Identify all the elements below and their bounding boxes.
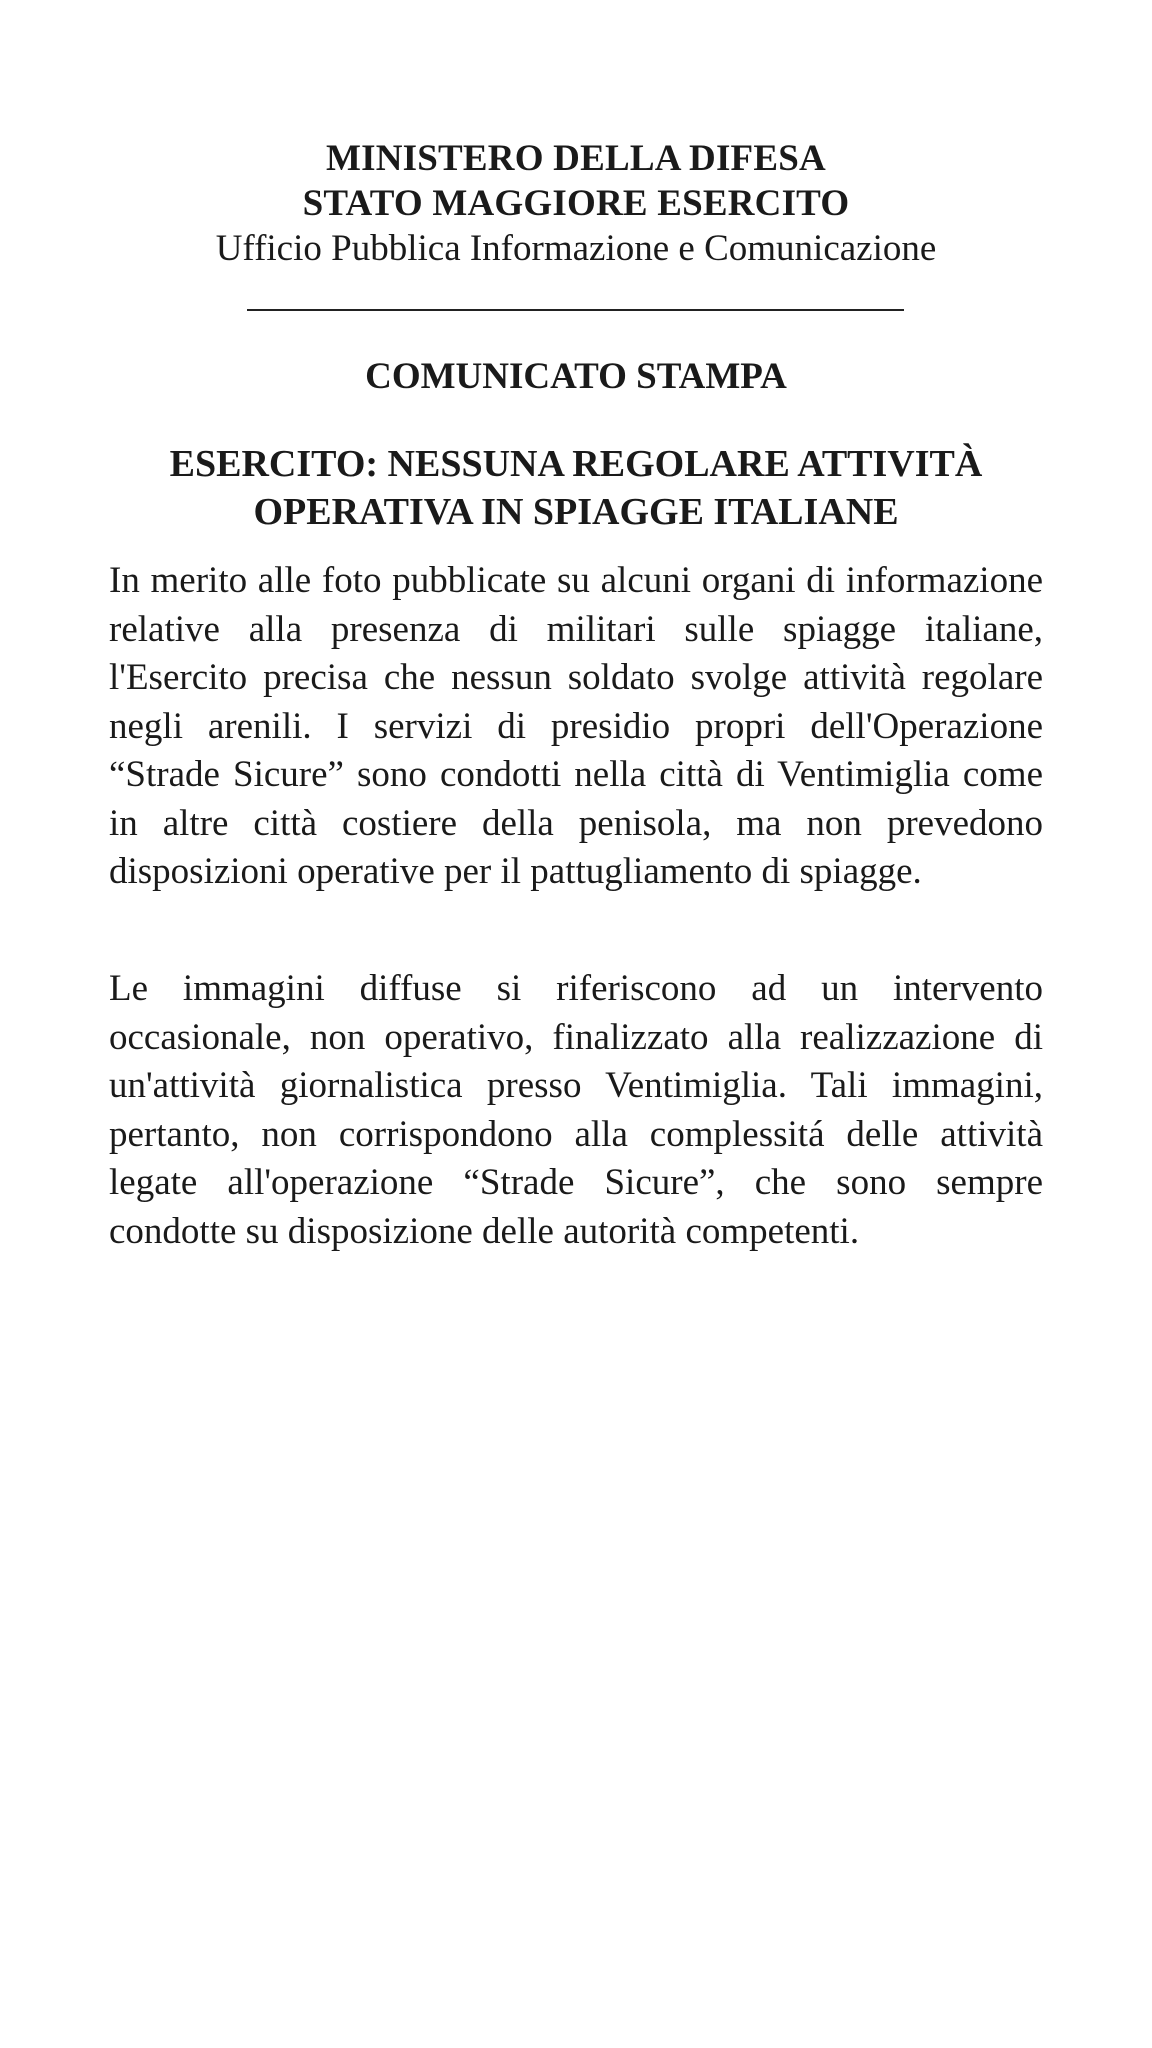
headline: [100, 440, 1052, 536]
headline-line-1: ESERCITO: NESSUNA REGOLARE ATTIVITÀ: [169, 443, 983, 485]
army-staff-name: STATO MAGGIORE ESERCITO: [302, 183, 850, 224]
body-paragraph-2: Le immagini diffuse si riferiscono ad un intervento occasionale, non operativo, finalizzato alla realizzazione di un'attività giornalistica presso Ventimiglia. Tali immagini, pertanto, non corrispondono alla complessitá delle attività legate all'operazione “Strade Sicure”, che sono sempre condotte su disposizione delle autorità competenti.: [109, 968, 1043, 1252]
body-paragraph-1: In merito alle foto pubblicate su alcuni organi di informazione relative alla presenza di militari sulle spiagge italiane, l'Esercito precisa che nessun soldato svolge attività regolare negli arenili. I servizi di presidio propri dell'Operazione “Strade Sicure” sono condotti nella città di Ventimiglia come in altre città costiere della penisola, ma non prevedono disposizioni operative per il pattugliamento di spiagge.: [109, 560, 1043, 892]
office-name: Ufficio Pubblica Informazione e Comunicazione: [215, 228, 937, 269]
letterhead: [0, 136, 1152, 271]
ministry-name: MINISTERO DELLA DIFESA: [326, 138, 826, 179]
headline-line-2: OPERATIVA IN SPIAGGE ITALIANE: [253, 491, 899, 533]
document-type: COMUNICATO STAMPA: [365, 356, 787, 397]
letterhead-divider: [247, 309, 904, 311]
